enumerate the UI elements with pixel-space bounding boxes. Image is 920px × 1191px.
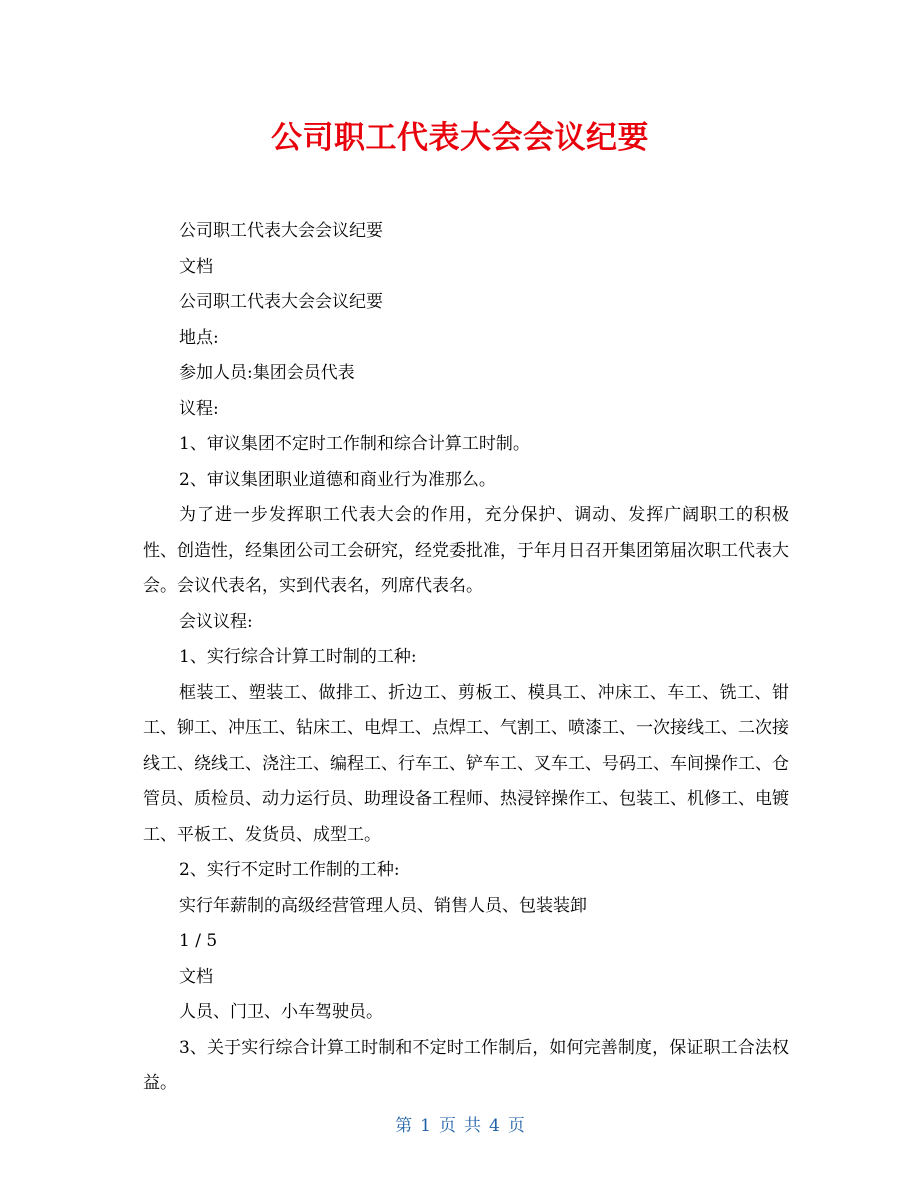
footer-current-page: 1 (420, 1116, 431, 1136)
paragraph: 议程: (179, 398, 219, 419)
footer-label-prefix: 第 (395, 1116, 413, 1136)
footer-total-pages: 4 (489, 1116, 500, 1136)
paragraph: 2、审议集团职业道德和商业行为准那么。 (179, 469, 496, 490)
footer-label-total-prefix: 共 (464, 1116, 481, 1136)
paragraph: 文档 (179, 966, 213, 987)
paragraph: 参加人员:集团会员代表 (179, 363, 355, 383)
paragraph: 公司职工代表大会会议纪要 (179, 292, 383, 312)
paragraph: 公司职工代表大会会议纪要 (179, 221, 383, 241)
document-title: 公司职工代表大会会议纪要 (271, 120, 649, 156)
footer-label-page: 页 (439, 1116, 456, 1136)
paragraph: 实行年薪制的高级经营管理人员、销售人员、包装装卸 (179, 895, 587, 916)
page-footer (0, 1113, 920, 1139)
paragraph: 文档 (179, 256, 213, 277)
footer-label-total-suffix: 页 (507, 1116, 525, 1136)
document-body (143, 214, 789, 1102)
paragraph: 会议议程: (179, 611, 253, 632)
paragraph: 1、审议集团不定时工作制和综合计算工时制。 (179, 434, 530, 454)
paragraph: 人员、门卫、小车驾驶员。 (179, 1002, 383, 1022)
paragraph: 2、实行不定时工作制的工种: (179, 860, 400, 880)
paragraph: 1、实行综合计算工时制的工种: (179, 647, 417, 667)
paragraph: 地点: (179, 327, 219, 348)
paragraph: 框装工、塑装工、做排工、折边工、剪板工、模具工、冲床工、车工、铣工、钳工、铆工、冲压工、钻床工、电焊工、点焊工、气割工、喷漆工、一次接线工、二次接线工、绕线工、浇注工、编程工、行车工、铲车工、叉车工、号码工、车间操作工、仓管员、质检员、动力运行员、助理设备工程师、热浸锌操作工、包装工、机修工、电镀工、平板工、发货员、成型工。 (143, 682, 789, 845)
paragraph: 为了进一步发挥职工代表大会的作用，充分保护、调动、发挥广阔职工的积极性、创造性，经集团公司工会研究，经党委批准，于年月日召开集团第届次职工代表大会。会议代表名，实到代表名，列席代表名。 (143, 505, 789, 596)
page-number-inline: 1 / 5 (179, 931, 218, 951)
paragraph: 3、关于实行综合计算工时制和不定时工作制后，如何完善制度，保证职工合法权益。 (143, 1037, 789, 1093)
